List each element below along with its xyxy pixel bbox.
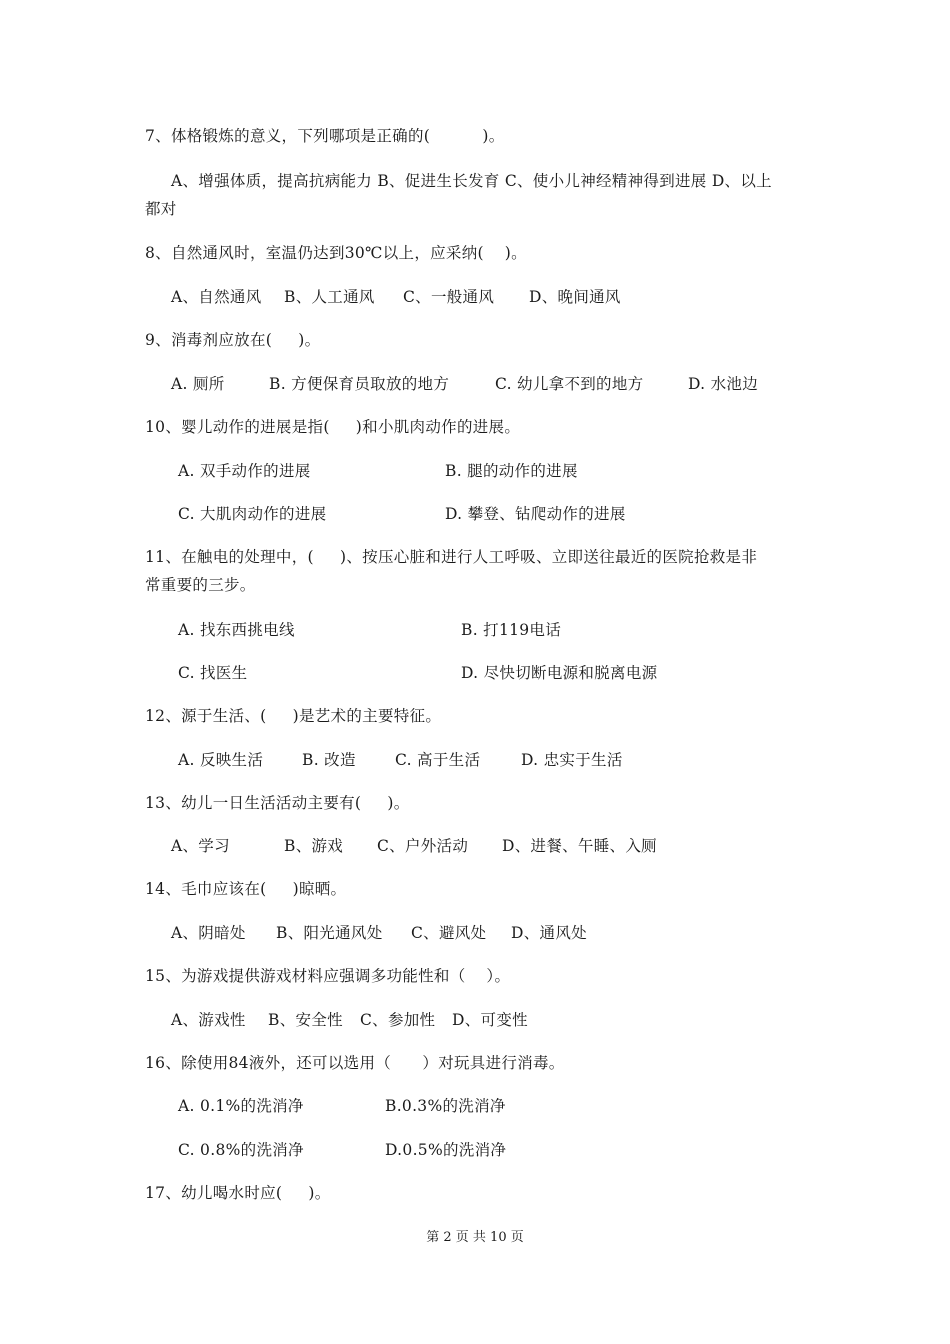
question-7-stem: 7、体格锻炼的意义，下列哪项是正确的( )。 xyxy=(145,127,505,145)
question-16-option-b: B.0.3%的洗消净 xyxy=(385,1097,506,1115)
question-14-option-d: D、通风处 xyxy=(511,924,587,942)
question-8-option-a: A、自然通风 xyxy=(171,288,262,306)
question-10-stem: 10、婴儿动作的进展是指( )和小肌肉动作的进展。 xyxy=(145,418,521,436)
question-10-option-d: D. 攀登、钻爬动作的进展 xyxy=(445,505,626,523)
question-16-option-d: D.0.5%的洗消净 xyxy=(385,1141,507,1159)
question-13-option-c: C、户外活动 xyxy=(377,837,469,855)
question-10-option-c: C. 大肌肉动作的进展 xyxy=(178,505,327,523)
question-10-option-a: A. 双手动作的进展 xyxy=(178,462,311,480)
question-15-option-c: C、参加性 xyxy=(360,1011,436,1029)
question-13-stem: 13、幼儿一日生活活动主要有( )。 xyxy=(145,794,410,812)
question-16-option-a: A. 0.1%的洗消净 xyxy=(178,1097,304,1115)
question-11-option-c: C. 找医生 xyxy=(178,664,248,682)
question-12-option-a: A. 反映生活 xyxy=(178,751,264,769)
question-9-option-b: B. 方便保育员取放的地方 xyxy=(269,375,450,393)
question-11-stem-line1: 11、在触电的处理中，( )、按压心脏和进行人工呼吸、立即送往最近的医院抢救是非 xyxy=(145,548,758,566)
question-12-stem: 12、源于生活、( )是艺术的主要特征。 xyxy=(145,707,442,725)
question-9-option-a: A. 厕所 xyxy=(171,375,225,393)
question-7-options-line2: 都对 xyxy=(145,200,177,218)
page-footer: 第 2 页 共 10 页 xyxy=(426,1230,524,1245)
question-12-option-d: D. 忠实于生活 xyxy=(521,751,623,769)
question-13-option-b: B、游戏 xyxy=(284,837,344,855)
question-8-stem: 8、自然通风时，室温仍达到30℃以上，应采纳( )。 xyxy=(145,244,527,262)
question-16-stem: 16、除使用84液外，还可以选用（ ）对玩具进行消毒。 xyxy=(145,1054,565,1072)
question-12-option-b: B. 改造 xyxy=(302,751,356,769)
question-15-option-a: A、游戏性 xyxy=(171,1011,246,1029)
question-17-stem: 17、幼儿喝水时应( )。 xyxy=(145,1184,331,1202)
question-9-stem: 9、消毒剂应放在( )。 xyxy=(145,331,321,349)
question-8-option-c: C、一般通风 xyxy=(403,288,495,306)
question-11-option-b: B. 打119电话 xyxy=(461,621,562,639)
question-15-stem: 15、为游戏提供游戏材料应强调多功能性和（ ）。 xyxy=(145,967,511,985)
question-14-option-b: B、阳光通风处 xyxy=(276,924,383,942)
question-14-option-a: A、阴暗处 xyxy=(171,924,246,942)
question-15-option-d: D、可变性 xyxy=(452,1011,528,1029)
question-9-option-d: D. 水池边 xyxy=(688,375,759,393)
question-10-option-b: B. 腿的动作的进展 xyxy=(445,462,578,480)
question-15-option-b: B、安全性 xyxy=(268,1011,343,1029)
question-11-option-a: A. 找东西挑电线 xyxy=(178,621,295,639)
question-8-option-b: B、人工通风 xyxy=(284,288,375,306)
question-12-option-c: C. 高于生活 xyxy=(395,751,481,769)
question-8-option-d: D、晚间通风 xyxy=(529,288,621,306)
question-7-options-line1: A、增强体质，提高抗病能力 B、促进生长发育 C、使小儿神经精神得到进展 D、以上 xyxy=(171,172,772,190)
question-14-stem: 14、毛巾应该在( )晾晒。 xyxy=(145,880,347,898)
question-11-stem-line2: 常重要的三步。 xyxy=(145,576,256,594)
question-16-option-c: C. 0.8%的洗消净 xyxy=(178,1141,304,1159)
question-11-option-d: D. 尽快切断电源和脱离电源 xyxy=(461,664,658,682)
question-9-option-c: C. 幼儿拿不到的地方 xyxy=(495,375,644,393)
question-13-option-a: A、学习 xyxy=(171,837,230,855)
question-14-option-c: C、避风处 xyxy=(411,924,487,942)
question-13-option-d: D、进餐、午睡、入厕 xyxy=(502,837,657,855)
